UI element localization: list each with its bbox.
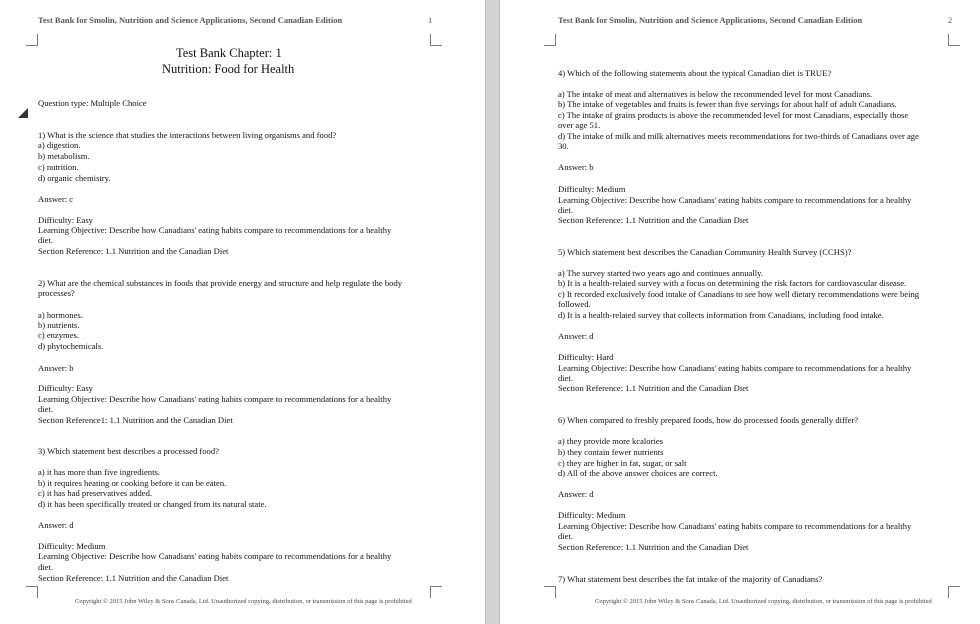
- q2-option-b: b) nutrients.: [38, 320, 80, 330]
- q3-learning-objective: Learning Objective: Describe how Canadians' eating habits compare to recommendations for a healthy: [38, 551, 392, 561]
- q1-difficulty: Difficulty: Easy: [38, 215, 93, 225]
- document-page-1: [0, 0, 485, 624]
- q2-option-d: d) phytochemicals.: [38, 341, 104, 351]
- q4-option-d: d) The intake of milk and milk alternatives meets recommendations for two-thirds of Canadians over age: [558, 131, 919, 141]
- q6-answer: Answer: d: [558, 489, 594, 499]
- q2-option-a: a) hormones.: [38, 310, 83, 320]
- q1-option-a: a) digestion.: [38, 140, 81, 150]
- q4-option-a: a) The intake of meat and alternatives is below the recommended level for most Canadians.: [558, 89, 873, 99]
- crop-mark-top-right: [430, 34, 442, 46]
- q6-section-reference: Section Reference: 1.1 Nutrition and the Canadian Diet: [558, 542, 749, 552]
- q4-learning-objective-cont: diet.: [558, 205, 574, 215]
- question-6: 6) When compared to freshly prepared foods, how do processed foods generally differ?: [558, 415, 859, 425]
- running-header: Test Bank for Smolin, Nutrition and Science Applications, Second Canadian Edition: [558, 15, 863, 25]
- q3-option-a: a) it has more than five ingredients.: [38, 467, 160, 477]
- question-1: 1) What is the science that studies the interactions between living organisms and food?: [38, 130, 337, 140]
- q1-answer: Answer: c: [38, 194, 74, 204]
- q1-option-b: b) metabolism.: [38, 151, 90, 161]
- q1-learning-objective-cont: diet.: [38, 235, 54, 245]
- q1-option-d: d) organic chemistry.: [38, 173, 111, 183]
- q4-difficulty: Difficulty: Medium: [558, 184, 626, 194]
- q5-option-d: d) It is a health-related survey that collects information from Canadians, including food intake.: [558, 310, 884, 320]
- q5-option-b: b) It is a health-related survey with a focus on determining the risk factors for cardiovascular disease.: [558, 278, 907, 288]
- crop-mark-top-right: [948, 34, 960, 46]
- q6-learning-objective-cont: diet.: [558, 531, 574, 541]
- q4-option-c: c) The intake of grains products is above the recommended level for most Canadians, especially those: [558, 110, 909, 120]
- q4-option-c-cont: over age 51.: [558, 120, 601, 130]
- document-page-2: [500, 0, 980, 624]
- chapter-subtitle: Nutrition: Food for Health: [162, 62, 295, 76]
- crop-mark-bottom-left: [544, 586, 556, 598]
- crop-mark-bottom-right: [430, 586, 442, 598]
- crop-mark-top-left: [26, 34, 38, 46]
- question-2: 2) What are the chemical substances in foods that provide energy and structure and help regulate the body: [38, 278, 403, 288]
- q3-option-c: c) it has had preservatives added.: [38, 488, 153, 498]
- question-4: 4) Which of the following statements about the typical Canadian diet is TRUE?: [558, 68, 832, 78]
- q3-option-d: d) it has been specifically treated or changed from its natural state.: [38, 499, 267, 509]
- question-2-cont: processes?: [38, 288, 75, 298]
- q4-learning-objective: Learning Objective: Describe how Canadians' eating habits compare to recommendations for a healthy: [558, 195, 912, 205]
- q5-difficulty: Difficulty: Hard: [558, 352, 614, 362]
- q1-option-c: c) nutrition.: [38, 162, 79, 172]
- q2-answer: Answer: b: [38, 363, 74, 373]
- q6-option-d: d) All of the above answer choices are correct.: [558, 468, 718, 478]
- question-5: 5) Which statement best describes the Canadian Community Health Survey (CCHS)?: [558, 247, 852, 257]
- chapter-title: Test Bank Chapter: 1: [176, 46, 282, 60]
- copyright-footer: Copyright © 2015 John Wiley & Sons Canada, Ltd. Unauthorized copying, distribution, or transmission of this page is prohibited: [75, 598, 412, 605]
- q6-option-a: a) they provide more kcalories: [558, 436, 663, 446]
- q2-section-reference: Section Reference1: 1.1 Nutrition and the Canadian Diet: [38, 415, 233, 425]
- page-gutter: [485, 0, 500, 624]
- q5-answer: Answer: d: [558, 331, 594, 341]
- q3-difficulty: Difficulty: Medium: [38, 541, 106, 551]
- q2-learning-objective-cont: diet.: [38, 404, 54, 414]
- q5-learning-objective: Learning Objective: Describe how Canadians' eating habits compare to recommendations for a healthy: [558, 363, 912, 373]
- page-number: 1: [428, 15, 433, 25]
- selection-triangle-icon: [18, 108, 28, 118]
- q5-option-c: c) It recorded exclusively food intake of Canadians to see how well dietary recommendations were being: [558, 289, 920, 299]
- q2-option-c: c) enzymes.: [38, 330, 80, 340]
- q6-learning-objective: Learning Objective: Describe how Canadians' eating habits compare to recommendations for a healthy: [558, 521, 912, 531]
- q4-answer: Answer: b: [558, 162, 594, 172]
- page-number: 2: [948, 15, 953, 25]
- q4-option-d-cont: 30.: [558, 141, 569, 151]
- crop-mark-bottom-left: [26, 586, 38, 598]
- q2-learning-objective: Learning Objective: Describe how Canadians' eating habits compare to recommendations for a healthy: [38, 394, 392, 404]
- running-header: Test Bank for Smolin, Nutrition and Science Applications, Second Canadian Edition: [38, 15, 343, 25]
- question-3: 3) Which statement best describes a processed food?: [38, 446, 219, 456]
- q6-difficulty: Difficulty: Medium: [558, 510, 626, 520]
- q6-option-c: c) they are higher in fat, sugar, or salt: [558, 458, 687, 468]
- q3-section-reference: Section Reference: 1.1 Nutrition and the Canadian Diet: [38, 573, 229, 583]
- q1-learning-objective: Learning Objective: Describe how Canadians' eating habits compare to recommendations for a healthy: [38, 225, 392, 235]
- q5-option-c-cont: followed.: [558, 299, 591, 309]
- q3-option-b: b) it requires heating or cooking before it can be eaten.: [38, 478, 227, 488]
- q4-option-b: b) The intake of vegetables and fruits is fewer than five servings for about half of adult Canadians.: [558, 99, 897, 109]
- q4-section-reference: Section Reference: 1.1 Nutrition and the Canadian Diet: [558, 215, 749, 225]
- question-type: Question type: Multiple Choice: [38, 98, 147, 108]
- copyright-footer: Copyright © 2015 John Wiley & Sons Canada, Ltd. Unauthorized copying, distribution, or transmission of this page is prohibited: [595, 598, 932, 605]
- q1-section-reference: Section Reference: 1.1 Nutrition and the Canadian Diet: [38, 246, 229, 256]
- crop-mark-top-left: [544, 34, 556, 46]
- q2-difficulty: Difficulty: Easy: [38, 383, 93, 393]
- question-7: 7) What statement best describes the fat intake of the majority of Canadians?: [558, 574, 823, 584]
- q3-answer: Answer: d: [38, 520, 74, 530]
- q5-section-reference: Section Reference: 1.1 Nutrition and the Canadian Diet: [558, 383, 749, 393]
- q3-learning-objective-cont: diet.: [38, 562, 54, 572]
- q5-learning-objective-cont: diet.: [558, 373, 574, 383]
- q5-option-a: a) The survey started two years ago and continues annually.: [558, 268, 763, 278]
- crop-mark-bottom-right: [948, 586, 960, 598]
- q6-option-b: b) they contain fewer nutrients: [558, 447, 664, 457]
